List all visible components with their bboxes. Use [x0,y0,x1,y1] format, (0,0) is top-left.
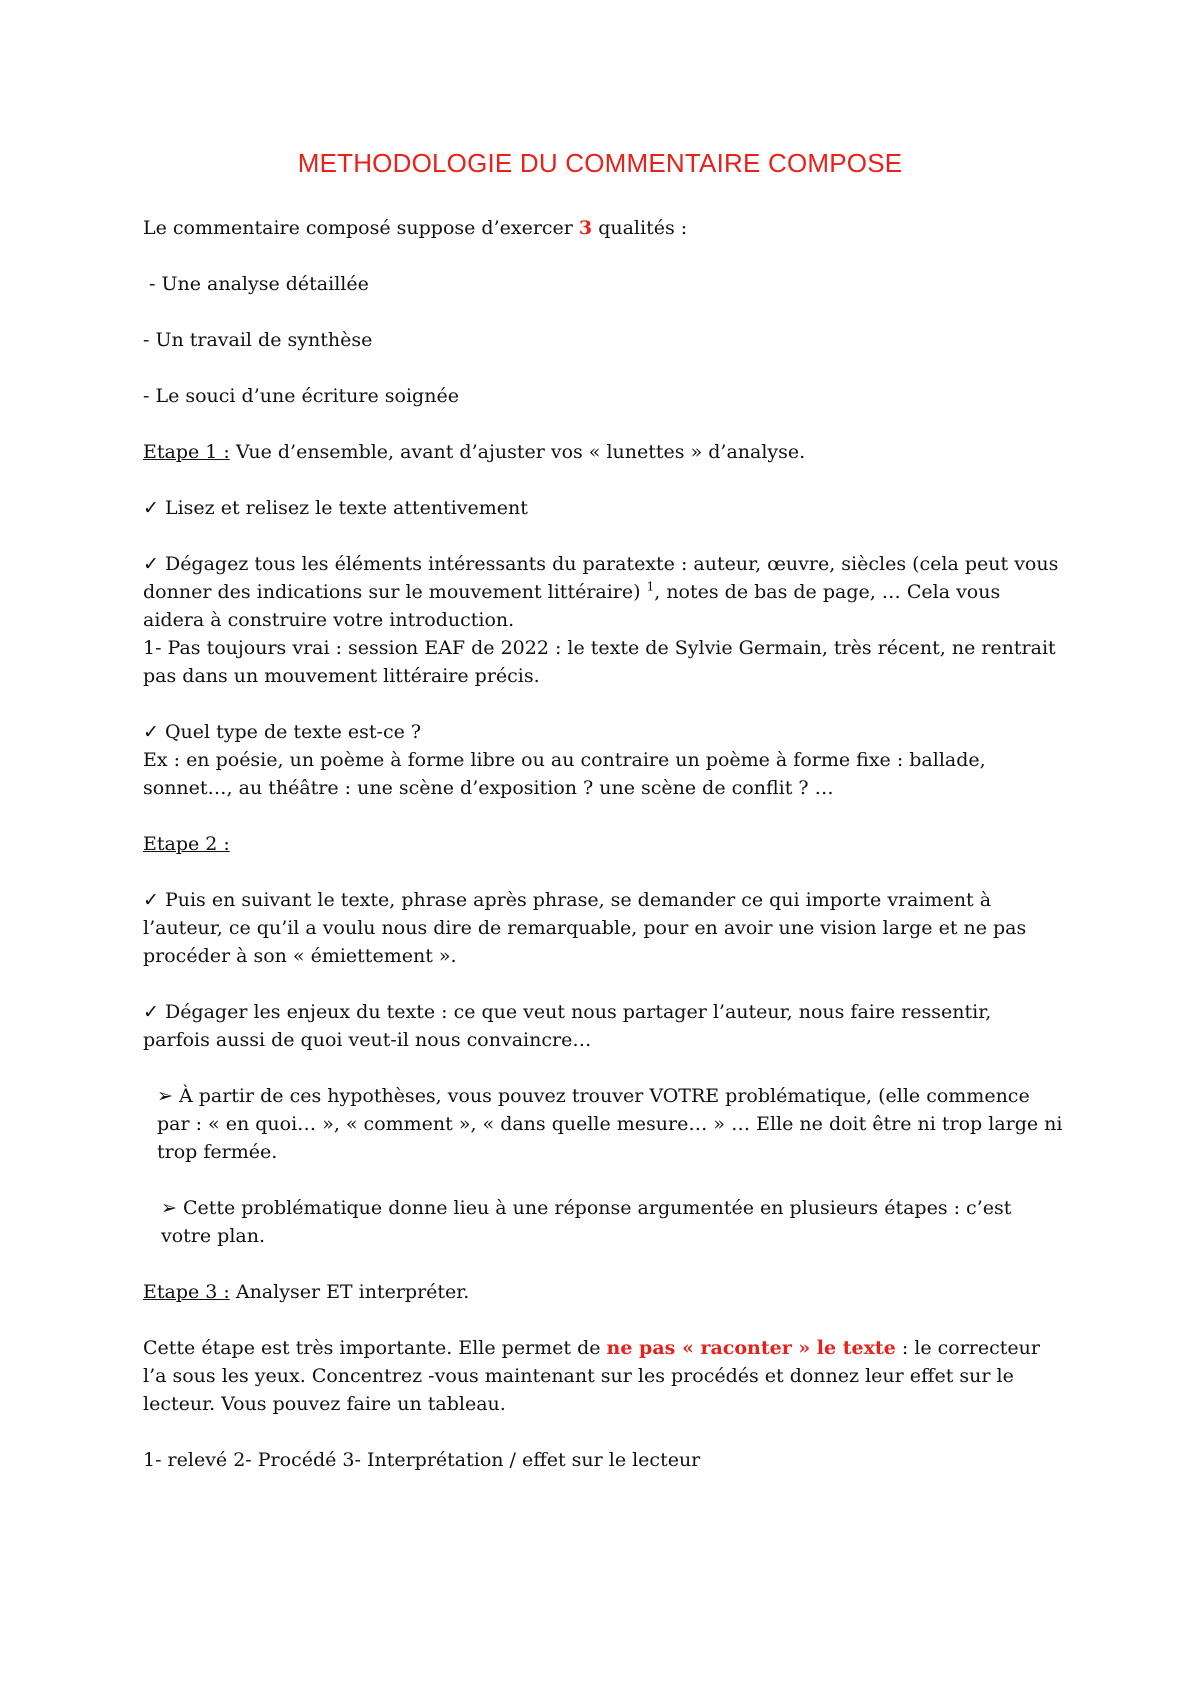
etape3-emphasis: ne pas « raconter » le texte [606,1337,896,1359]
etape1-example: Ex : en poésie, un poème à forme libre ou au contraire un poème à forme fixe : ballade, sonnet…, au théâtre : une scène d’exposition ? une scène de conflit ? … [143,749,986,799]
quality-item: - Un travail de synthèse [143,329,373,351]
etape3-label: Etape 3 : [143,1281,230,1303]
etape2-arrow-plan: ➢ Cette problématique donne lieu à une réponse argumentée en plusieurs étapes : c’est votre plan. [161,1197,1012,1247]
etape1-check-paratext [143,550,1063,634]
etape1-label: Etape 1 : [143,441,230,463]
etape3-para-before: Cette étape est très importante. Elle permet de [143,1337,607,1359]
etape2-heading [143,830,1063,858]
intro-text-before: Le commentaire composé suppose d’exercer [143,217,579,239]
etape2-arrow-problematique: ➢ À partir de ces hypothèses, vous pouvez trouver VOTRE problématique, (elle commence par : « en quoi… », « comment », « dans quelle mesure… » … Elle ne doit être ni trop large ni trop fermée. [157,1085,1063,1163]
intro-paragraph [143,214,1063,242]
quality-item: - Le souci d’une écriture soignée [143,385,459,407]
etape3-text: Analyser ET interpréter. [229,1281,470,1303]
page-title: METHODOLOGIE DU COMMENTAIRE COMPOSE [297,148,903,178]
quality-item: - Une analyse détaillée [143,273,369,295]
paratext-text: ✓ Dégagez tous les éléments intéressants du paratexte : auteur, œuvre, siècles (cela peut vous donner des indications sur le mouvement littéraire) [143,553,1059,603]
etape1-check-reread: ✓ Lisez et relisez le texte attentivement [143,497,528,519]
document-body [143,214,1063,1474]
etape3-heading [143,1278,1063,1306]
etape2-check-stakes: ✓ Dégager les enjeux du texte : ce que veut nous partager l’auteur, nous faire ressentir, parfois aussi de quoi veut-il nous convaincre… [143,1001,992,1051]
footnote-text: 1- Pas toujours vrai : session EAF de 2022 : le texte de Sylvie Germain, très récent, ne rentrait pas dans un mouvement littéraire précis. [143,637,1056,687]
etape1-text: Vue d’ensemble, avant d’ajuster vos « lunettes » d’analyse. [229,441,806,463]
etape1-check-text-type: ✓ Quel type de texte est-ce ? [143,721,422,743]
intro-number: 3 [578,217,593,239]
paratext-text-after: , notes de bas de page, … Cela vous aidera à construire votre introduction. [143,581,1001,631]
intro-text-after: qualités : [592,217,688,239]
etape2-check-follow-text: ✓ Puis en suivant le texte, phrase après phrase, se demander ce qui importe vraiment à l’auteur, ce qu’il a voulu nous dire de remarquable, pour en avoir une vision large et ne pas procéder à son « émiettement ». [143,889,1027,967]
etape3-paragraph [143,1334,1063,1418]
etape3-table-line: 1- relevé 2- Procédé 3- Interprétation / effet sur le lecteur [143,1449,701,1471]
etape1-heading [143,438,1063,466]
etape2-label: Etape 2 : [143,833,230,855]
footnote-ref: 1 [646,579,655,594]
etape3-para-after: : le correcteur l’a sous les yeux. Concentrez -vous maintenant sur les procédés et donnez leur effet sur le lecteur. Vous pouvez faire un tableau. [143,1337,1040,1415]
